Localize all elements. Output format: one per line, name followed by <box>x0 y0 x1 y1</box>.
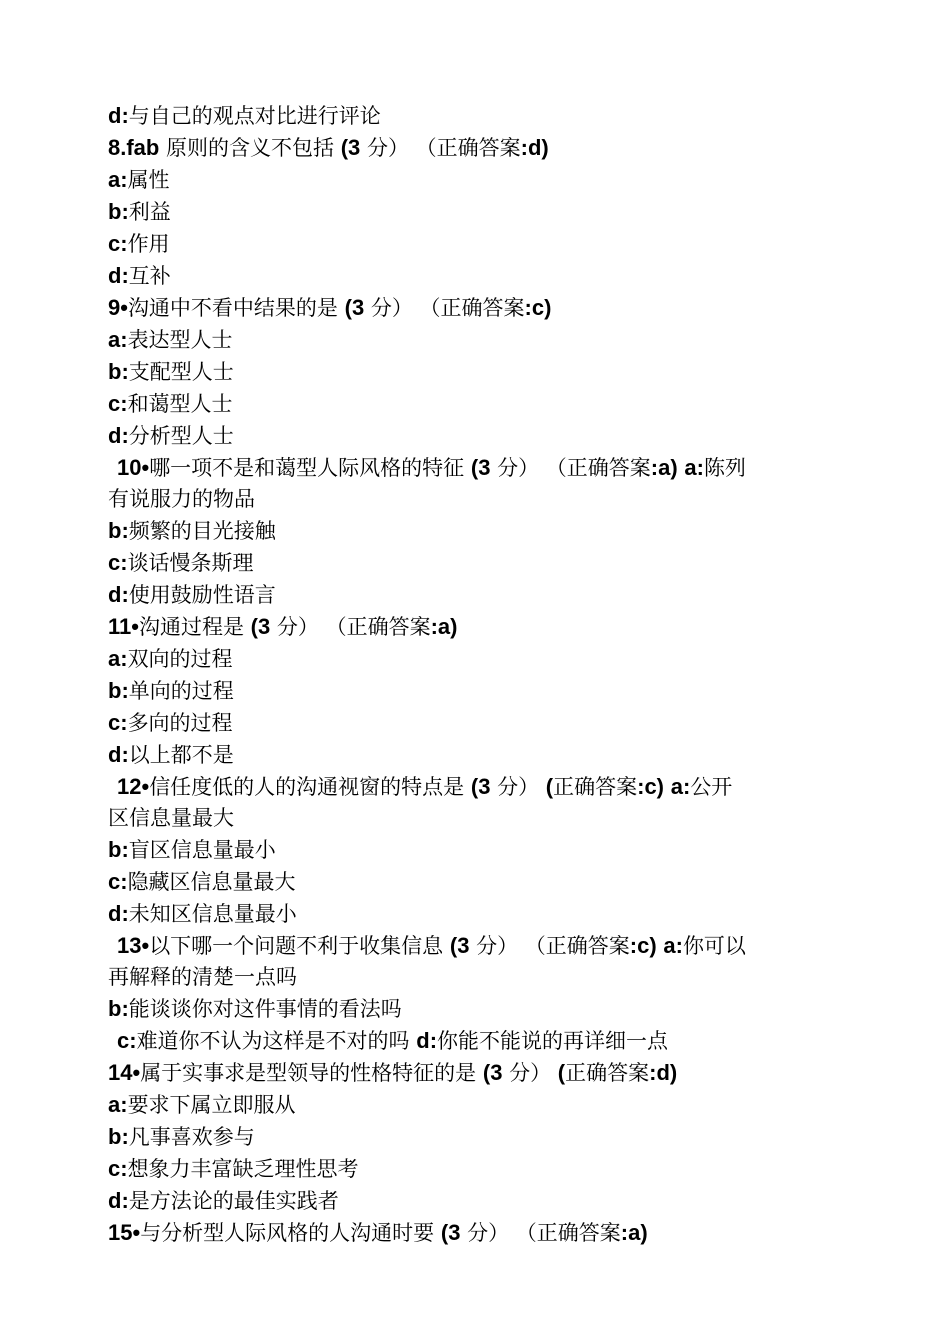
bold-label: 9• <box>108 295 128 320</box>
text-line <box>108 771 848 803</box>
text-run: 双向的过程 <box>127 647 233 671</box>
text-run: 分） （正确答案 <box>360 136 521 160</box>
bold-label: (3 <box>482 1060 503 1085</box>
text-line <box>108 1153 848 1185</box>
text-run: 想象力丰富缺乏理性思考 <box>127 1157 359 1181</box>
text-run: 公开 <box>690 775 733 799</box>
text-line <box>108 547 848 579</box>
text-line <box>108 228 848 260</box>
text-run: 能谈谈你对这件事情的看法吗 <box>128 997 402 1021</box>
bold-label: b: <box>108 678 129 703</box>
text-run: 分） （正确答案 <box>469 934 630 958</box>
bold-label: :a) <box>620 1220 648 1245</box>
text-line <box>108 1089 848 1121</box>
text-line <box>108 420 848 452</box>
text-line <box>108 675 848 707</box>
text-run: 正确答案 <box>565 1061 650 1085</box>
text-line <box>108 100 848 132</box>
text-run: 哪一项不是和蔼型人际风格的特征 <box>149 456 471 480</box>
text-run: 属于实事求是型领导的性格特征的是 <box>140 1061 483 1085</box>
text-run: 有说服力的物品 <box>108 487 255 511</box>
text-line <box>108 1217 848 1249</box>
bold-label: :c) <box>524 295 552 320</box>
bold-label: (3 <box>340 135 361 160</box>
bold-label: d: <box>108 901 129 926</box>
bold-label: a: <box>108 327 128 352</box>
text-run: 分） <box>502 1061 558 1085</box>
bold-label: d: <box>108 742 129 767</box>
text-run: 凡事喜欢参与 <box>128 1125 255 1149</box>
bold-label: c: <box>108 391 128 416</box>
text-run: 频繁的目光接触 <box>128 519 276 543</box>
text-line <box>108 898 848 930</box>
text-run: 你可以 <box>682 934 746 958</box>
bold-label: c: <box>108 1156 128 1181</box>
text-run: 沟通过程是 <box>138 615 251 639</box>
text-run: 未知区信息量最小 <box>128 902 297 926</box>
text-run: 利益 <box>128 200 171 224</box>
text-run: 分） （正确答案 <box>460 1221 621 1245</box>
bold-label: c: <box>108 710 128 735</box>
bold-label: b: <box>108 996 129 1021</box>
text-run: 互补 <box>128 264 171 288</box>
bold-label: c: <box>108 550 128 575</box>
text-run: 分） （正确答案 <box>364 296 525 320</box>
text-run: 以上都不是 <box>128 743 234 767</box>
text-run: 是方法论的最佳实践者 <box>128 1189 339 1213</box>
text-line <box>108 196 848 228</box>
text-run: 作用 <box>127 232 170 256</box>
bold-label: b: <box>108 837 129 862</box>
text-run: 难道你不认为这样是不对的吗 <box>136 1029 417 1053</box>
text-run: 原则的含义不包括 <box>159 136 341 160</box>
bold-label: b: <box>108 199 129 224</box>
text-run: 信任度低的人的沟通视窗的特点是 <box>149 775 471 799</box>
text-line <box>108 292 848 324</box>
bold-label: a: <box>663 933 683 958</box>
bold-label: c: <box>117 1028 137 1053</box>
bold-label: :c) <box>637 774 665 799</box>
text-run: 使用鼓励性语言 <box>128 583 276 607</box>
text-line <box>108 515 848 547</box>
bold-label: 15• <box>108 1220 141 1245</box>
bold-label: c: <box>108 231 128 256</box>
bold-label: a: <box>108 646 128 671</box>
text-line <box>108 739 848 771</box>
text-line <box>108 834 848 866</box>
text-line <box>108 484 848 515</box>
bold-label: (3 <box>344 295 365 320</box>
text-line <box>108 611 848 643</box>
bold-label: a: <box>684 455 704 480</box>
bold-label: :d) <box>520 135 549 160</box>
text-run: 以下哪一个问题不利于收集信息 <box>149 934 450 958</box>
text-run: 区信息量最大 <box>108 806 234 830</box>
bold-label: d: <box>108 582 129 607</box>
bold-label: a: <box>670 774 691 799</box>
text-run: 属性 <box>127 168 170 192</box>
text-run: 分） （正确答案 <box>270 615 431 639</box>
bold-label: d: <box>108 1188 129 1213</box>
text-run: 与自己的观点对比进行评论 <box>128 104 381 128</box>
text-run: 谈话慢条斯理 <box>127 551 254 575</box>
text-line <box>108 579 848 611</box>
bold-label: ( <box>557 1060 566 1085</box>
bold-label: (3 <box>440 1220 461 1245</box>
text-line <box>108 260 848 292</box>
document-page <box>108 100 848 1249</box>
bold-label: b: <box>108 359 129 384</box>
bold-label: 11• <box>108 614 139 639</box>
text-run: 盲区信息量最小 <box>128 838 276 862</box>
text-run: 表达型人士 <box>127 328 233 352</box>
text-run: 分） <box>490 775 546 799</box>
text-line <box>108 707 848 739</box>
text-line <box>108 388 848 420</box>
bold-label: (3 <box>250 614 271 639</box>
text-line <box>108 993 848 1025</box>
text-run: 你能不能说的再详细一点 <box>437 1029 669 1053</box>
bold-label: (3 <box>470 774 491 799</box>
text-line <box>108 643 848 675</box>
bold-label: 12• <box>117 774 150 799</box>
bold-label: 8.fab <box>108 135 160 160</box>
text-line <box>108 1185 848 1217</box>
bold-label: b: <box>108 1124 129 1149</box>
bold-label: d: <box>108 263 129 288</box>
bold-label: a: <box>108 1092 128 1117</box>
text-line <box>108 324 848 356</box>
bold-label: a: <box>108 167 128 192</box>
bold-label: d: <box>108 103 129 128</box>
text-line <box>108 356 848 388</box>
text-run: 分析型人士 <box>128 424 234 448</box>
text-line <box>108 962 848 993</box>
text-run: 陈列 <box>703 456 746 480</box>
text-run: 沟通中不看中结果的是 <box>127 296 345 320</box>
bold-label: 14• <box>108 1060 141 1085</box>
bold-label: 13• <box>117 933 150 958</box>
text-run: 支配型人士 <box>128 360 234 384</box>
text-line <box>108 930 848 962</box>
bold-label: 10• <box>117 455 150 480</box>
text-line <box>108 452 848 484</box>
bold-label: ( <box>545 774 554 799</box>
text-run: 和蔼型人士 <box>127 392 233 416</box>
text-run: 与分析型人际风格的人沟通时要 <box>140 1221 441 1245</box>
text-line <box>108 1025 848 1057</box>
bold-label: b: <box>108 518 129 543</box>
text-run: 多向的过程 <box>127 711 233 735</box>
text-run <box>664 775 671 799</box>
text-run: 正确答案 <box>553 775 638 799</box>
text-run: 隐藏区信息量最大 <box>127 870 296 894</box>
bold-label: c: <box>108 869 128 894</box>
bold-label: :a) <box>430 614 458 639</box>
bold-label: d: <box>416 1028 438 1053</box>
text-line <box>108 132 848 164</box>
bold-label: :a) <box>650 455 678 480</box>
text-run: 要求下属立即服从 <box>127 1093 296 1117</box>
text-run: 分） （正确答案 <box>490 456 651 480</box>
bold-label: :d) <box>649 1060 678 1085</box>
text-line <box>108 866 848 898</box>
bold-label: d: <box>108 423 129 448</box>
bold-label: :c) <box>629 933 657 958</box>
bold-label: (3 <box>470 455 491 480</box>
text-line <box>108 803 848 834</box>
text-run: 再解释的清楚一点吗 <box>108 965 297 989</box>
text-line <box>108 1057 848 1089</box>
text-line <box>108 1121 848 1153</box>
text-run: 单向的过程 <box>128 679 234 703</box>
bold-label: (3 <box>449 933 470 958</box>
text-line <box>108 164 848 196</box>
